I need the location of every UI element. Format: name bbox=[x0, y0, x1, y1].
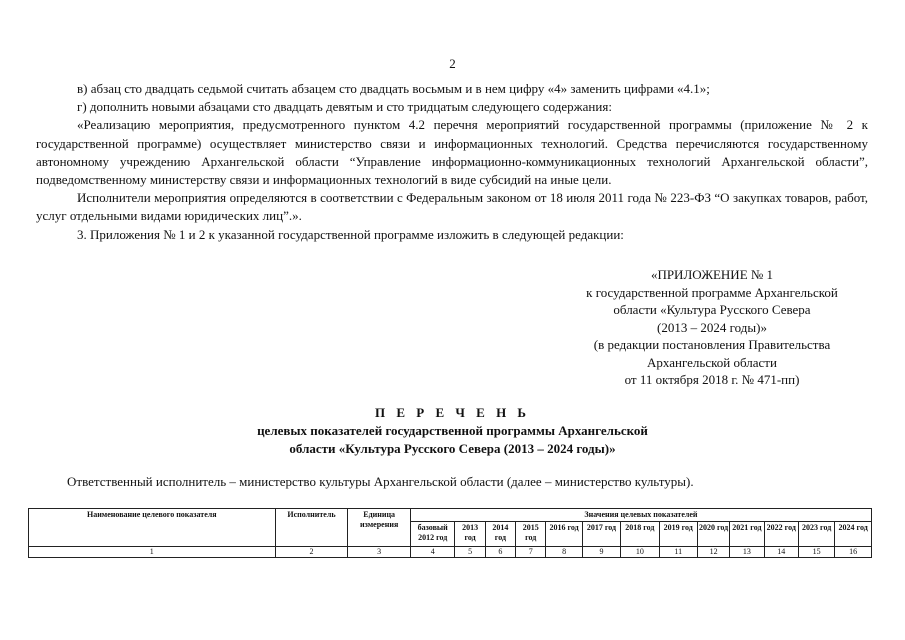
column-number: 5 bbox=[455, 547, 485, 558]
paragraph: г) дополнить новыми абзацами сто двадцать девятым и сто тридцатым следующего содержания: bbox=[77, 99, 612, 115]
appendix-line: «ПРИЛОЖЕНИЕ № 1 bbox=[650, 267, 774, 282]
column-number: 11 bbox=[659, 547, 697, 558]
column-number: 15 bbox=[798, 547, 834, 558]
year-header: 2018 год bbox=[621, 522, 659, 547]
column-number: 7 bbox=[516, 547, 546, 558]
year-header: 2020 год bbox=[697, 522, 729, 547]
column-number: 4 bbox=[410, 547, 454, 558]
header-unit: Единица измерения bbox=[348, 509, 411, 547]
indicators-table bbox=[28, 508, 872, 558]
page-number: 2 bbox=[449, 56, 456, 71]
column-number: 16 bbox=[835, 547, 872, 558]
year-header: 2021 год bbox=[730, 522, 764, 547]
appendix-line: от 11 октября 2018 г. № 471-пп) bbox=[624, 372, 800, 387]
paragraph: «Реализацию мероприятия, предусмотренного пунктом 4.2 перечня мероприятий государственной программы (приложение № 2 к государственной программе) осуществляет министерство связи и информационных технологий. Средства перечисляются государственному автономному учреждению Архангельской области “Управление информационно-коммуникационных технологий Архангельской области”, подведомственному министерству связи и информационных технологий в виде субсидий на иные цели. bbox=[36, 117, 868, 188]
paragraph: 3. Приложения № 1 и 2 к указанной государственной программе изложить в следующей редакции: bbox=[77, 226, 624, 242]
document-title bbox=[0, 404, 905, 458]
year-header: 2022 год bbox=[764, 522, 798, 547]
column-number: 9 bbox=[582, 547, 620, 558]
year-header: 2015 год bbox=[516, 522, 546, 547]
appendix-line: (2013 – 2024 годы)» bbox=[657, 319, 767, 335]
column-number: 14 bbox=[764, 547, 798, 558]
year-header: 2019 год bbox=[659, 522, 697, 547]
title-line-2: целевых показателей государственной программы Архангельской bbox=[257, 423, 648, 438]
column-number: 2 bbox=[275, 547, 348, 558]
column-number: 10 bbox=[621, 547, 659, 558]
title-line-3: области «Культура Русского Севера (2013 – 2024 годы)» bbox=[289, 441, 616, 456]
year-header: 2014 год bbox=[485, 522, 515, 547]
year-header: 2013 год bbox=[455, 522, 485, 547]
header-name: Наименование целевого показателя bbox=[29, 509, 276, 547]
year-header: 2023 год bbox=[798, 522, 834, 547]
appendix-line: области «Культура Русского Севера bbox=[613, 302, 811, 317]
column-number: 8 bbox=[546, 547, 582, 558]
column-number: 6 bbox=[485, 547, 515, 558]
appendix-line: Архангельской области bbox=[647, 354, 777, 370]
column-number: 3 bbox=[348, 547, 411, 558]
table-column-numbers-row bbox=[29, 547, 872, 558]
year-header: 2017 год bbox=[582, 522, 620, 547]
header-values: Значения целевых показателей bbox=[410, 509, 871, 522]
title-line-1: П Е Р Е Ч Е Н Ь bbox=[374, 405, 531, 420]
column-number: 12 bbox=[697, 547, 729, 558]
body-text bbox=[36, 80, 868, 244]
paragraph: в) абзац сто двадцать седьмой считать абзацем сто двадцать восьмым и в нем цифру «4» заменить цифрами «4.1»; bbox=[77, 81, 710, 96]
table-header-row bbox=[29, 509, 872, 522]
appendix-line: к государственной программе Архангельской bbox=[586, 284, 838, 300]
appendix-line: (в редакции постановления Правительства bbox=[593, 337, 831, 352]
header-executor: Исполнитель bbox=[275, 509, 348, 547]
paragraph: Исполнители мероприятия определяются в соответствии с Федеральным законом от 18 июля 2011 года № 223-ФЗ “О закупках товаров, работ, услуг отдельными видами юридических лиц”.». bbox=[36, 190, 868, 224]
column-number: 13 bbox=[730, 547, 764, 558]
responsible-executor: Ответственный исполнитель – министерство культуры Архангельской области (далее – министерство культуры). bbox=[67, 474, 694, 489]
appendix-header bbox=[555, 266, 869, 389]
year-header: 2024 год bbox=[835, 522, 872, 547]
column-number: 1 bbox=[29, 547, 276, 558]
year-header: базовый 2012 год bbox=[410, 522, 454, 547]
year-header: 2016 год bbox=[546, 522, 582, 547]
